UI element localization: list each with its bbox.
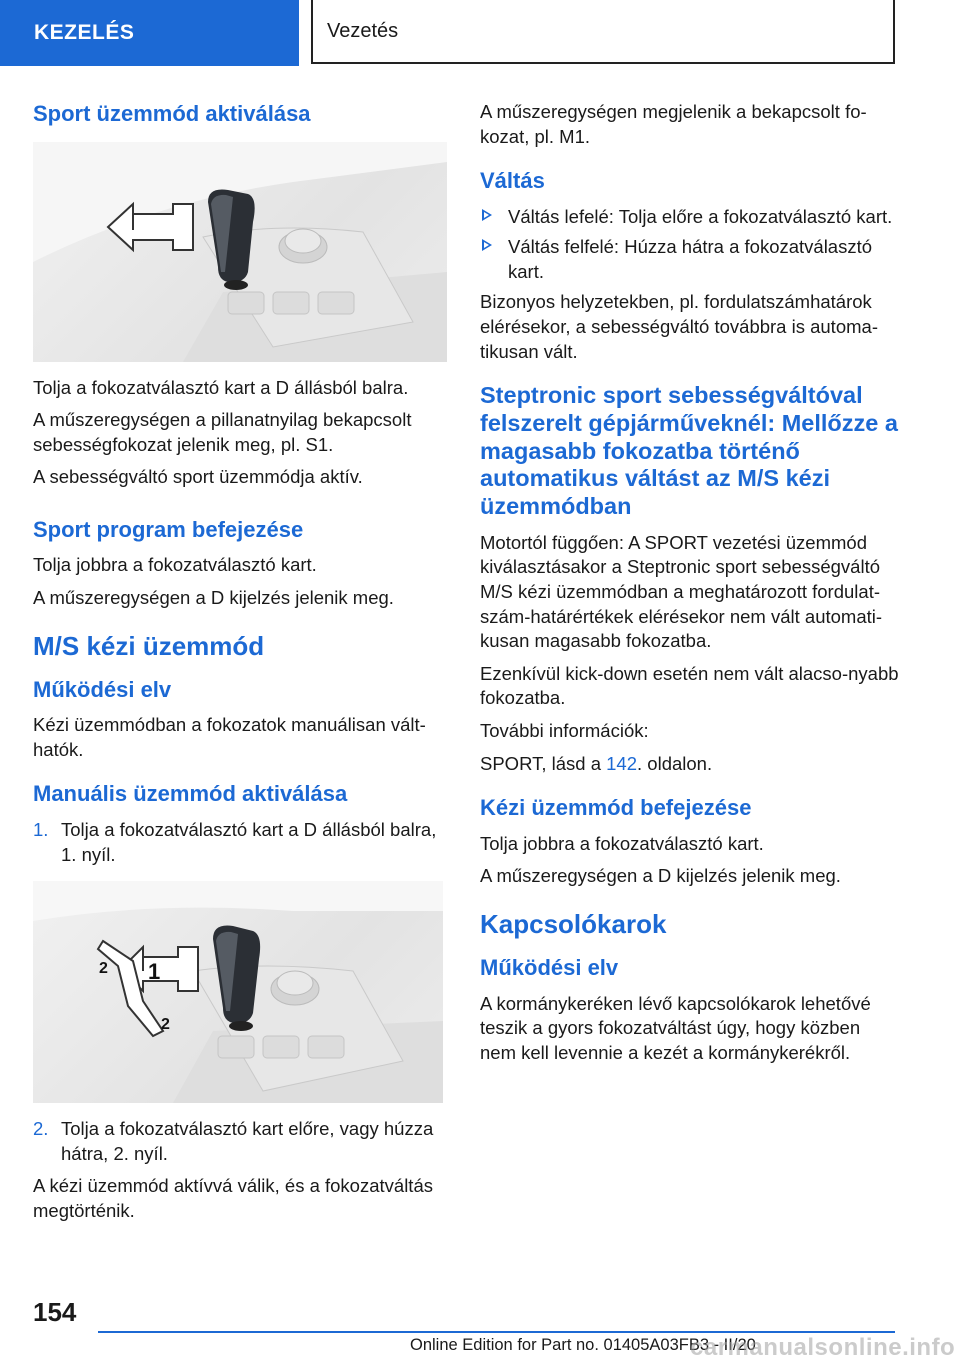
paragraph: További információk: bbox=[480, 720, 649, 741]
left-column bbox=[33, 100, 445, 1232]
steps-list bbox=[33, 1117, 445, 1166]
arrow-forward-back-icon bbox=[98, 941, 163, 1036]
triangle-bullet-icon bbox=[482, 239, 492, 251]
paragraph: A műszeregységen megjelenik a bekapcsolt fo-kozat, pl. M1. bbox=[480, 101, 867, 147]
heading-sport-activate: Sport üzemmód aktiválása bbox=[33, 101, 311, 126]
paragraph: A sebességváltó sport üzemmódja aktív. bbox=[33, 466, 363, 488]
paragraph: Tolja jobbra a fokozatválasztó kart. bbox=[480, 832, 764, 854]
reference-prefix: SPORT, lásd a bbox=[480, 752, 607, 774]
paragraph: A kormánykeréken lévő kapcsolókarok lehetővé teszik a gyors fokozatváltást úgy, hogy közben nem kell levennie a kezét a kormánykerékről. bbox=[480, 992, 871, 1063]
paragraph: Motortól függően: A SPORT vezetési üzemmód kiválasztásakor a Steptronic sport sebességváltó M/S kézi üzemmódban a meghatározott fordulat-szám-határértékek elérésekor nem vált automati-kusan magasabb fokozatba. bbox=[480, 531, 883, 652]
footer-divider bbox=[98, 1331, 895, 1333]
paragraph: A műszeregységen a D kijelzés jelenik meg. bbox=[33, 586, 394, 608]
paragraph: A műszeregységen a D kijelzés jelenik meg. bbox=[480, 865, 841, 887]
heading-shift: Váltás bbox=[480, 168, 545, 194]
section-title: KEZELÉS bbox=[34, 21, 135, 44]
triangle-bullet-icon bbox=[482, 209, 492, 221]
step-number: 1. bbox=[33, 818, 49, 840]
paragraph: A műszeregységen a pillanatnyilag bekapcsolt sebességfokozat jelenik meg, pl. S1. bbox=[33, 409, 412, 455]
paragraph: Ezenkívül kick-down esetén nem vált alacso-nyabb fokozatba. bbox=[480, 662, 899, 709]
arrow-label-2b: 2 bbox=[161, 1016, 170, 1034]
heading-principle: Működési elv bbox=[480, 955, 619, 981]
list-item-text: Váltás felfelé: Húzza hátra a fokozatválasztó kart. bbox=[508, 236, 873, 282]
gear-selector-illustration bbox=[33, 142, 447, 362]
arrow-label-2a: 2 bbox=[99, 960, 108, 978]
chapter-header bbox=[311, 0, 895, 64]
section-tab bbox=[0, 0, 299, 66]
list-item bbox=[480, 235, 900, 284]
heading-sport-end: Sport program befejezése bbox=[33, 516, 304, 542]
right-column bbox=[480, 100, 900, 1073]
figure-selector-lever-manual bbox=[33, 881, 443, 1103]
paragraph: Tolja a fokozatválasztó kart a D állásból balra. bbox=[33, 376, 409, 398]
steps-list bbox=[33, 818, 445, 867]
heading-steptronic: Steptronic sport sebességváltóval felszerelt gépjárműveknél: Mellőzze a magasabb fokozatba történő automatikus váltást az M/S kézi üzemmódban bbox=[480, 382, 898, 520]
step-text: Tolja a fokozatválasztó kart előre, vagy húzza hátra, 2. nyíl. bbox=[61, 1118, 434, 1164]
shift-list bbox=[480, 205, 900, 285]
reference-suffix: . oldalon. bbox=[637, 752, 713, 774]
step-item bbox=[33, 1117, 445, 1166]
list-item bbox=[480, 205, 900, 230]
paragraph: Bizonyos helyzetekben, pl. fordulatszámhatárok elérésekor, a sebességváltó továbbra is automa-tikusan vált. bbox=[480, 291, 878, 362]
step-number: 2. bbox=[33, 1118, 49, 1140]
paragraph: A kézi üzemmód aktívvá válik, és a fokozatváltás megtörténik. bbox=[33, 1175, 433, 1221]
heading-ms-mode: M/S kézi üzemmód bbox=[33, 630, 265, 661]
figure-selector-lever-left bbox=[33, 142, 447, 362]
paragraph: Kézi üzemmódban a fokozatok manuálisan vált-hatók. bbox=[33, 714, 426, 760]
list-item-text: Váltás lefelé: Tolja előre a fokozatválasztó kart. bbox=[508, 205, 893, 227]
step-item bbox=[33, 818, 445, 867]
page-reference-link[interactable]: 142 bbox=[606, 752, 638, 774]
page-number: 154 bbox=[33, 1297, 77, 1327]
heading-manual-end: Kézi üzemmód befejezése bbox=[480, 795, 752, 821]
step-text: Tolja a fokozatválasztó kart a D állásból balra, 1. nyíl. bbox=[61, 818, 437, 865]
heading-principle: Működési elv bbox=[33, 676, 172, 702]
gear-selector-manual-illustration bbox=[33, 881, 443, 1103]
arrow-label-1: 1 bbox=[148, 959, 161, 985]
heading-manual-activate: Manuális üzemmód aktiválása bbox=[33, 781, 348, 807]
paragraph bbox=[480, 752, 900, 777]
paragraph: Tolja jobbra a fokozatválasztó kart. bbox=[33, 554, 317, 576]
heading-paddles: Kapcsolókarok bbox=[480, 908, 667, 939]
edition-note: Online Edition for Part no. 01405A03FB3 - II/20 bbox=[410, 1336, 756, 1354]
watermark: carmanualsonline.info bbox=[690, 1334, 956, 1361]
chapter-title: Vezetés bbox=[327, 19, 399, 42]
